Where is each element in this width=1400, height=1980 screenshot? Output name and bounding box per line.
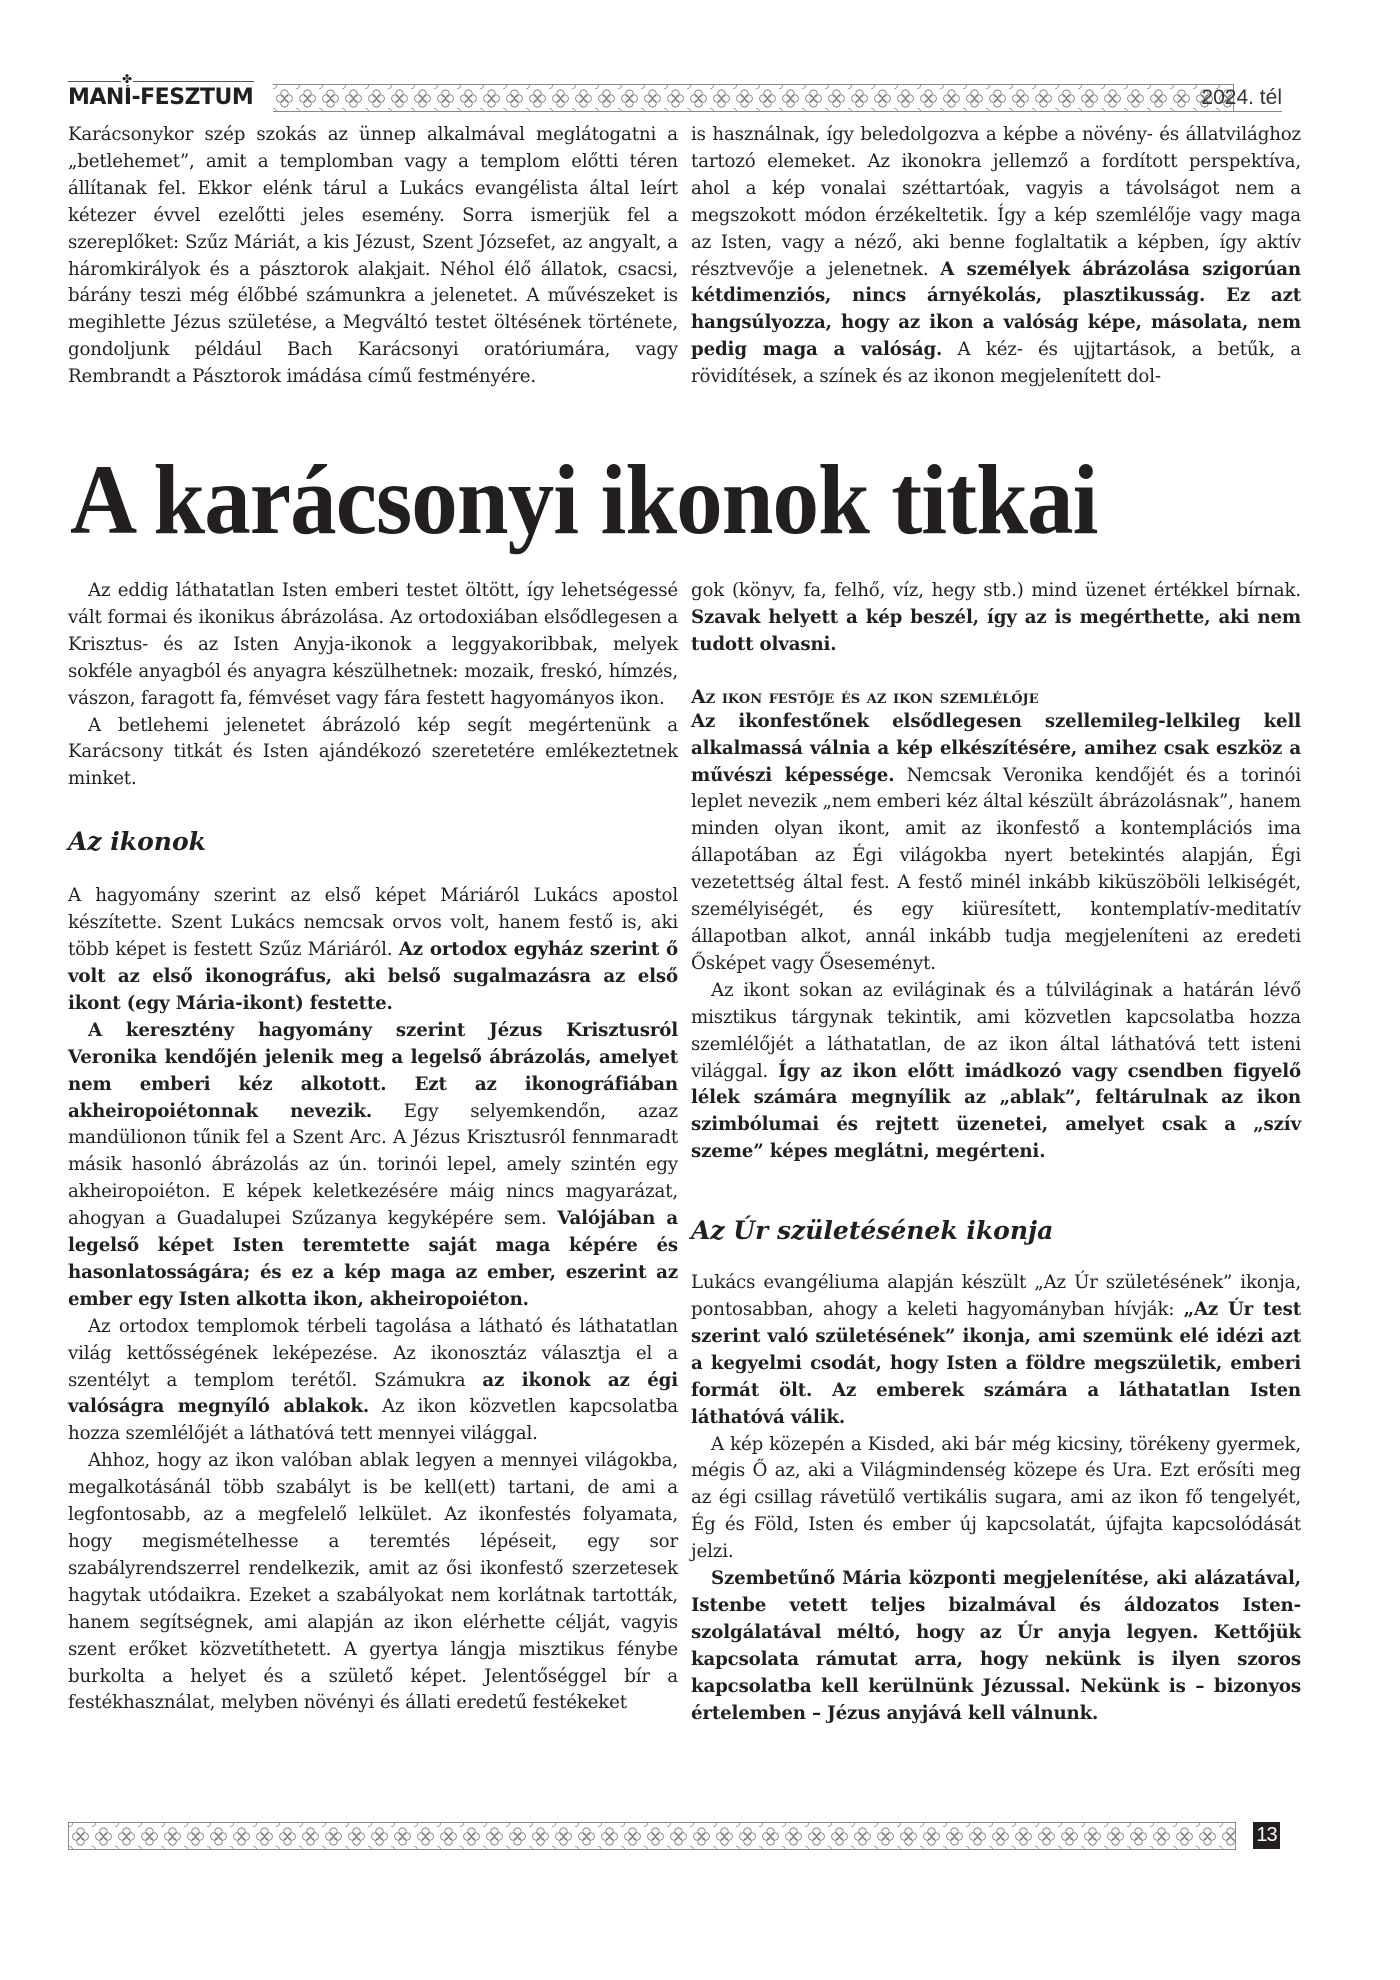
- section-heading-ikonok: Az ikonok: [68, 827, 206, 857]
- magazine-logo: [68, 72, 254, 112]
- text-run: A kéz- és ujjtartások, a betűk, a rövidítések, a színek és az ikonon megjelenített dol-: [691, 339, 1301, 388]
- issue-label: 2024. tél: [1170, 84, 1282, 112]
- paragraph: [691, 1566, 1301, 1727]
- article-title: A karácsonyi ikonok titkai: [70, 444, 1098, 555]
- paragraph: A betlehemi jelenetet ábrázoló kép segít megértenünk a Karácsony titkát és Isten ajándékozó szeretetére emlékeztetnek minket.: [68, 714, 678, 790]
- paragraph: [68, 1314, 678, 1449]
- section-heading-ur-szuletese: Az Úr születésének ikonja: [691, 1216, 1054, 1246]
- bold-text-run: Szavak helyett a kép beszél, így az is megérthette, aki nem tudott olvasni.: [691, 606, 1301, 655]
- intro-column-right: [691, 122, 1301, 391]
- flower-ornament-icon: ✤: [122, 72, 132, 86]
- text-run: is használnak, így beledolgozva a képbe a növény- és állatvilághoz tartozó elemeket. Az ikonokra jellemző a fordított perspektíva, ahol a kép vonalai széttartóak, vagyis a távolságot nem a megszokott módon érzékeltetik. Így a kép szemlélője vagy maga az Isten, vagy a néző, aki benne foglaltatik a képben, így aktív résztvevője a jelenetnek.: [691, 124, 1301, 280]
- magazine-name: MANÍ-FESZTUM: [68, 85, 254, 110]
- paragraph: Az eddig láthatatlan Isten emberi testet öltött, így lehetségessé vált formai és ikonikus ábrázolása. Az ortodoxiában elsődlegesen a Krisztus- és az Isten Anyja-ikonok a leggyakoribbak, melyek sokféle anyagból és anyagra készülhetnek: mozaik, freskó, hímzés, vászon, faragott fa, fémvéset vagy fára festett hagyományos ikon.: [68, 580, 678, 709]
- bold-text-run: A személyek ábrázolása szigorúan kétdimenziós, nincs árnyékolás, plasztikusság. Ez azt hangsúlyozza, hogy az ikon a valóság képe, másolata, nem pedig maga a valóság.: [691, 258, 1301, 361]
- paragraph: Ahhoz, hogy az ikon valóban ablak legyen a mennyei világokba, megalkotásánál több szabályt is be kell(ett) tartani, de ami a legfontosabb, az a megfelelő lelkület. Az ikonfestés folyamata, hogy megismételhesse a teremtés lépéseit, egy sor szabályrendszerrel rendelkezik, amit az ősi ikonfestő szerzetesek hagytak utódaikra. Ezeket a szabályokat nem korlátnak tartották, hanem segítségnek, ami alapján az ikon elérhette célját, vagyis szent erőket közvetíthetett. A gyertya lángja misztikus fénybe burkolta a helyet és a születő képet. Jelentőséggel bír a festékhasználat, melyben növényi és állati eredetű festékeket: [68, 1450, 678, 1714]
- page-number: 13: [1253, 1822, 1280, 1849]
- text-run: gok (könyv, fa, felhő, víz, hegy stb.) mind üzenet értékkel bírnak.: [691, 580, 1301, 601]
- bold-text-run: A keresztény hagyomány szerint Jézus Krisztusról Veronika kendőjén jelenik meg a legelső ábrázolás, amelyet nem emberi kéz alkotott. Ezt az ikonográfiában akheiropoiétonnak nevezik.: [68, 1019, 678, 1122]
- page-header: [68, 72, 1282, 112]
- text-run: Nemcsak Veronika kendőjét és a torinói leplet nevezik „nem emberi kéz által készült ábrázolásnak”, hanem minden olyan ikont, amit az ikonfestő a kontemplációs ima állapotában az Égi világokba nyert betekintés alapján, Égi vezetettség által fest. A festő minél inkább kiküszöböli lelkiségét, személyiségét, és egy kiüresített, kontemplatív-meditatív állapotban alkot, annál inkább tudja megjeleníteni az eredeti Ősképet vagy Őseseményt.: [691, 764, 1301, 974]
- text-run: A hagyomány szerint az első képet Máriáról Lukács apostol készítette. Szent Lukács nemcsak orvos volt, hanem festő is, aki több képet is festett Szűz Máriáról.: [68, 885, 678, 961]
- text-run: Egy selyemkendőn, azaz mandülionon tűnik fel a Szent Arc. A Jézus Krisztusról fennmaradt másik hasonló ábrázolás az ún. torinói lepel, amely szintén egy akheiropoiéton. E képek keletkezésére máig nincs magyarázat, ahogyan a Guadalupei Szűzanya kegyképére sem.: [68, 1100, 678, 1230]
- section-heading-festo: Az ikon festője és az ikon szemlélője: [691, 685, 1039, 708]
- intro-paragraph-right: [691, 122, 1301, 391]
- bold-text-run: Az ortodox egyház szerint ő volt az első ikonográfus, aki belső sugalmazásra az első ikont (egy Mária-ikont) festette.: [68, 939, 678, 1014]
- article-column-left: [68, 578, 678, 1717]
- paragraph: [691, 1270, 1301, 1431]
- bold-text-run: Az ikonfestőnek elsődlegesen szellemileg-lelkileg kell alkalmassá válnia a kép elkészítésére, amihez csak eszköz a művészi képessége.: [691, 710, 1301, 786]
- text-run: Lukács evangéliuma alapján készült „Az Úr születésének” ikonja, pontosabban, ahogy a keleti hagyományban hívják:: [691, 1272, 1301, 1321]
- intro-column-left: [68, 122, 678, 391]
- bold-text-run: Valójában a legelső képet Isten teremtette saját maga képére és hasonlatosságára; és ez a kép maga az ember, eszerint az ember egy Isten alkotta ikon, akheiropoiéton.: [68, 1208, 678, 1310]
- paragraph: [68, 883, 678, 1018]
- bold-text-run: „Az Úr test szerint való születésének” ikonja, ami szemünk elé idézi azt a kegyelmi csodát, hogy Isten a földre megszületik, emberi formát ölt. Az emberek számára a láthatatlan Isten láthatóvá válik.: [691, 1299, 1301, 1428]
- intro-paragraph: Karácsonykor szép szokás az ünnep alkalmával meglátogatni a „betlehemet”, amit a templomban vagy a templom előtti téren állítanak fel. Ekkor elénk tárul a Lukács evangélista által leírt kétezer évvel ezelőtti jeles esemény. Sorra ismerjük fel a szereplőket: Szűz Máriát, a kis Jézust, Szent Józsefet, az angyalt, a háromkirályok és a pásztorok alakjait. Néhol élő állatok, csacsi, bárány teszi még élőbbé számunkra a jelenetet. A művészeket is megihlette Jézus születése, a Megváltó testet öltésének története, gondoljunk például Bach Karácsonyi oratóriumára, vagy Rembrandt a Pásztorok imádása című festményére.: [68, 124, 678, 388]
- paragraph: [68, 1018, 678, 1314]
- article-column-right: [691, 578, 1301, 1728]
- paragraph: [691, 978, 1301, 1166]
- text-run: Az ikon közvetlen kapcsolatba hozza szemlélőjét a láthatóvá tett mennyei világgal.: [68, 1396, 678, 1445]
- bold-text-run: Szembetűnő Mária központi megjelenítése, aki alázatával, Istenbe vetett teljes bizalmával és áldozatos Isten-szolgálatával méltó, hogy az Úr anyja legyen. Kettőjük kapcsolata rámutat arra, hogy nekünk is ilyen szoros kapcsolatba kell kerülnünk Jézussal. Nekünk is – bizonyos értelemben – Jézus anyjává kell válnunk.: [691, 1568, 1301, 1724]
- paragraph: [691, 709, 1301, 978]
- text-run: Az ortodox templomok térbeli tagolása a látható és láthatatlan világ kettősségének leképezése. Az ikonosztáz választja el a szentélyt a templom terétől. Számukra: [68, 1315, 678, 1391]
- logo-rule: [68, 81, 254, 82]
- decorative-pattern-band: [68, 1822, 1236, 1850]
- bold-text-run: Így az ikon előtt imádkozó vagy csendben figyelő lélek számára megnyílik az „ablak”, feltárulnak az ikon szimbólumai és rejtett üzenetei, amelyet csak a „szív szeme” képes meglátni, megérteni.: [691, 1060, 1301, 1163]
- paragraph: [691, 578, 1301, 659]
- text-run: Az ikont sokan az eviláginak és a túlviláginak a határán lévő misztikus tárgynak tekintik, ami közvetlen kapcsolatba hozza szemlélőjét a láthatatlan, de az ikon által láthatóvá tett isteni világgal.: [691, 979, 1301, 1082]
- decorative-pattern-band: [273, 84, 1234, 112]
- paragraph: A kép közepén a Kisded, aki bár még kicsiny, törékeny gyermek, mégis Ő az, aki a Világmindenség közepe és Ura. Ezt erősíti meg az égi csillag rávetülő vertikális sugara, ami az ikon fő tengelyét, Ég és Föld, Isten és ember új kapcsolatát, újfajta kapcsolódását jelzi.: [691, 1433, 1301, 1563]
- bold-text-run: az ikonok az égi valóságra megnyíló ablakok.: [68, 1369, 678, 1418]
